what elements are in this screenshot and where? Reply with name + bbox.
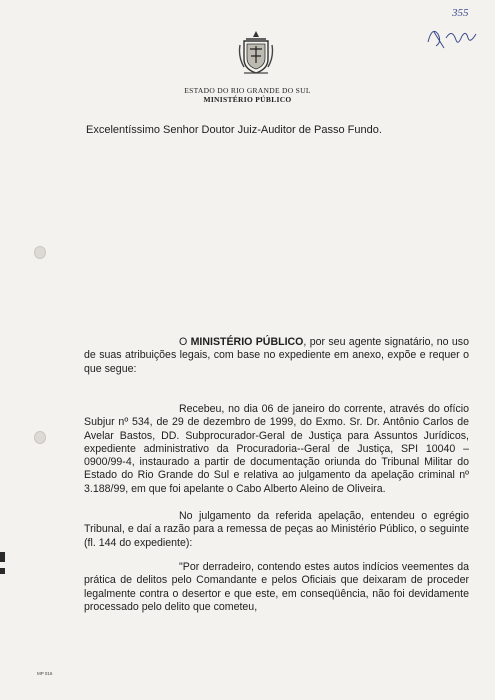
intro-prefix: O [179, 336, 191, 348]
paragraph-3: "Por derradeiro, contendo estes autos indícios veementes da prática de delitos pelo Comandante e pelos Oficiais que deixaram de proceder legalmente contra o desertor e que este, em conseqüência, não foi devidamente processado pelo delito que cometeu, [84, 561, 469, 613]
intro-paragraph [84, 336, 469, 376]
header-state: ESTADO DO RIO GRANDE DO SUL [184, 86, 311, 95]
state-coat-of-arms-icon [236, 29, 276, 77]
header-ministry: MINISTÉRIO PÚBLICO [203, 95, 292, 104]
page-number: 355 [452, 7, 469, 19]
handwritten-signature [422, 20, 482, 52]
edge-mark [0, 568, 5, 574]
edge-mark [0, 552, 5, 562]
intro-rest: , por seu agente signatário, no uso de suas atribuições legais, com base no expediente em anexo, expõe e requer o que segue: [84, 336, 469, 375]
footer-code: MP 016 [37, 671, 53, 676]
intro-bold: MINISTÉRIO PÚBLICO [190, 336, 304, 348]
paragraph-1: Recebeu, no dia 06 de janeiro do corrente, através do ofício Subjur nº 534, de 29 de dezembro de 1999, do Exmo. Sr. Dr. Antônio Carlos de Avelar Bastos, DD. Subprocurador-Geral de Justiça para Assuntos Jurídicos, expediente administrativo da Procuradoria--Geral de Justiça, SPI 10040 – 0900/99-4, instaurado a partir de documentação oriunda do Tribunal Militar do Estado do Rio Grande do Sul e relativa ao julgamento da apelação criminal nº 3.188/99, em que foi apelante o Cabo Alberto Aleino de Oliveira. [84, 403, 469, 495]
punch-hole [34, 431, 46, 444]
punch-hole [34, 246, 46, 259]
paragraph-2: No julgamento da referida apelação, entendeu o egrégio Tribunal, e daí a razão para a remessa de peças ao Ministério Público, o seguinte (fl. 144 do expediente): [84, 510, 469, 549]
addressee-line: Excelentíssimo Senhor Doutor Juiz-Auditor de Passo Fundo. [86, 124, 382, 136]
